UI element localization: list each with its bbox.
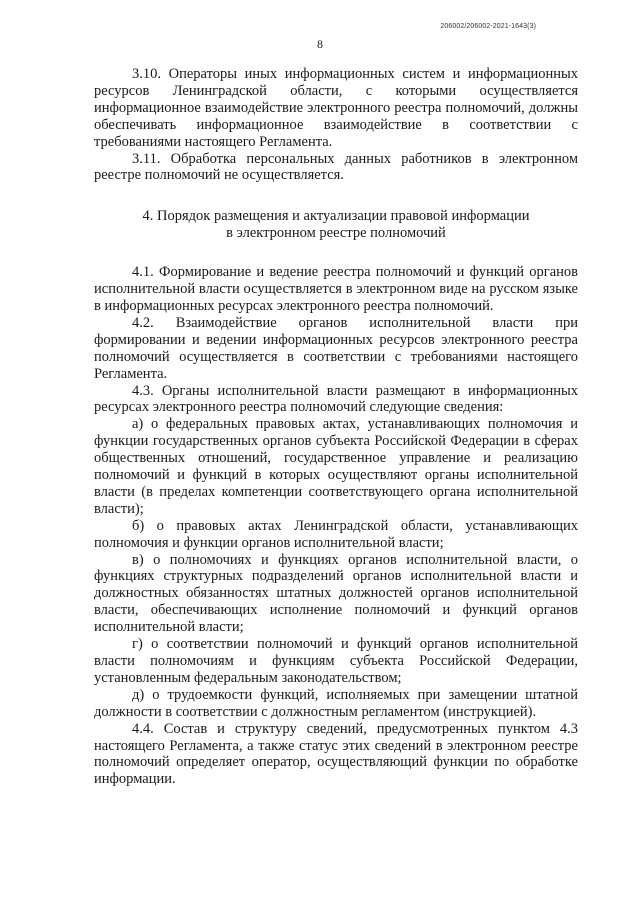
section-heading-line-2: в электронном реестре полномочий [226, 225, 446, 242]
list-item-g: г) о соответствии полномочий и функций органов исполнительной власти полномочиям и функциям субъекта Российской Федерации, установленным федеральным законодательством; [94, 636, 578, 686]
list-item-v: в) о полномочиях и функциях органов исполнительной власти, о функциях структурных подразделений органов исполнительной власти и должностных обязанностях штатных должностей органов исполнительной власти, обеспечивающих исполнение полномочий и функций органов исполнительной власти; [94, 551, 578, 636]
paragraph-4-3: 4.3. Органы исполнительной власти размещают в информационных ресурсах электронного реестра полномочий следующие сведения: [94, 382, 578, 416]
page-number: 8 [317, 37, 323, 51]
list-item-b: б) о правовых актах Ленинградской области, устанавливающих полномочия и функции органов исполнительной власти; [94, 517, 578, 551]
paragraph-3-10: 3.10. Операторы иных информационных систем и информационных ресурсов Ленинградской области, с которыми осуществляется информационное взаимодействие электронного реестра полномочий, должны обеспечивать информационное взаимодействие в соответствии с требованиями настоящего Регламента. [94, 66, 578, 150]
paragraph-4-2: 4.2. Взаимодействие органов исполнительной власти при формировании и ведении информационных ресурсов электронного реестра полномочий осуществляется в соответствии с требованиями настоящего Регламента. [94, 314, 578, 382]
section-heading-line-1: 4. Порядок размещения и актуализации правовой информации [142, 208, 530, 225]
paragraph-3-11: 3.11. Обработка персональных данных работников в электронном реестре полномочий не осуществляется. [94, 150, 578, 184]
paragraph-4-1: 4.1. Формирование и ведение реестра полномочий и функций органов исполнительной власти осуществляется в электронном виде на русском языке в информационных ресурсах электронного реестра полномочий. [94, 264, 578, 314]
document-body [94, 66, 578, 788]
list-item-a: а) о федеральных правовых актах, устанавливающих полномочия и функции государственных органов субъекта Российской Федерации в сферах общественных отношений, государственное управление и реализацию полномочий и функций в которых осуществляют органы исполнительной власти (в пределах компетенции соответствующего органа исполнительной власти); [94, 416, 578, 517]
document-id: 206002/206002-2021-1643(3) [440, 23, 536, 30]
section-heading [94, 208, 578, 242]
paragraph-4-4: 4.4. Состав и структуру сведений, предусмотренных пунктом 4.3 настоящего Регламента, а также статус этих сведений в электронном реестре полномочий определяет оператор, осуществляющий функции по обработке информации. [94, 720, 578, 788]
list-item-d: д) о трудоемкости функций, исполняемых при замещении штатной должности в соответствии с должностным регламентом (инструкцией). [94, 686, 578, 720]
